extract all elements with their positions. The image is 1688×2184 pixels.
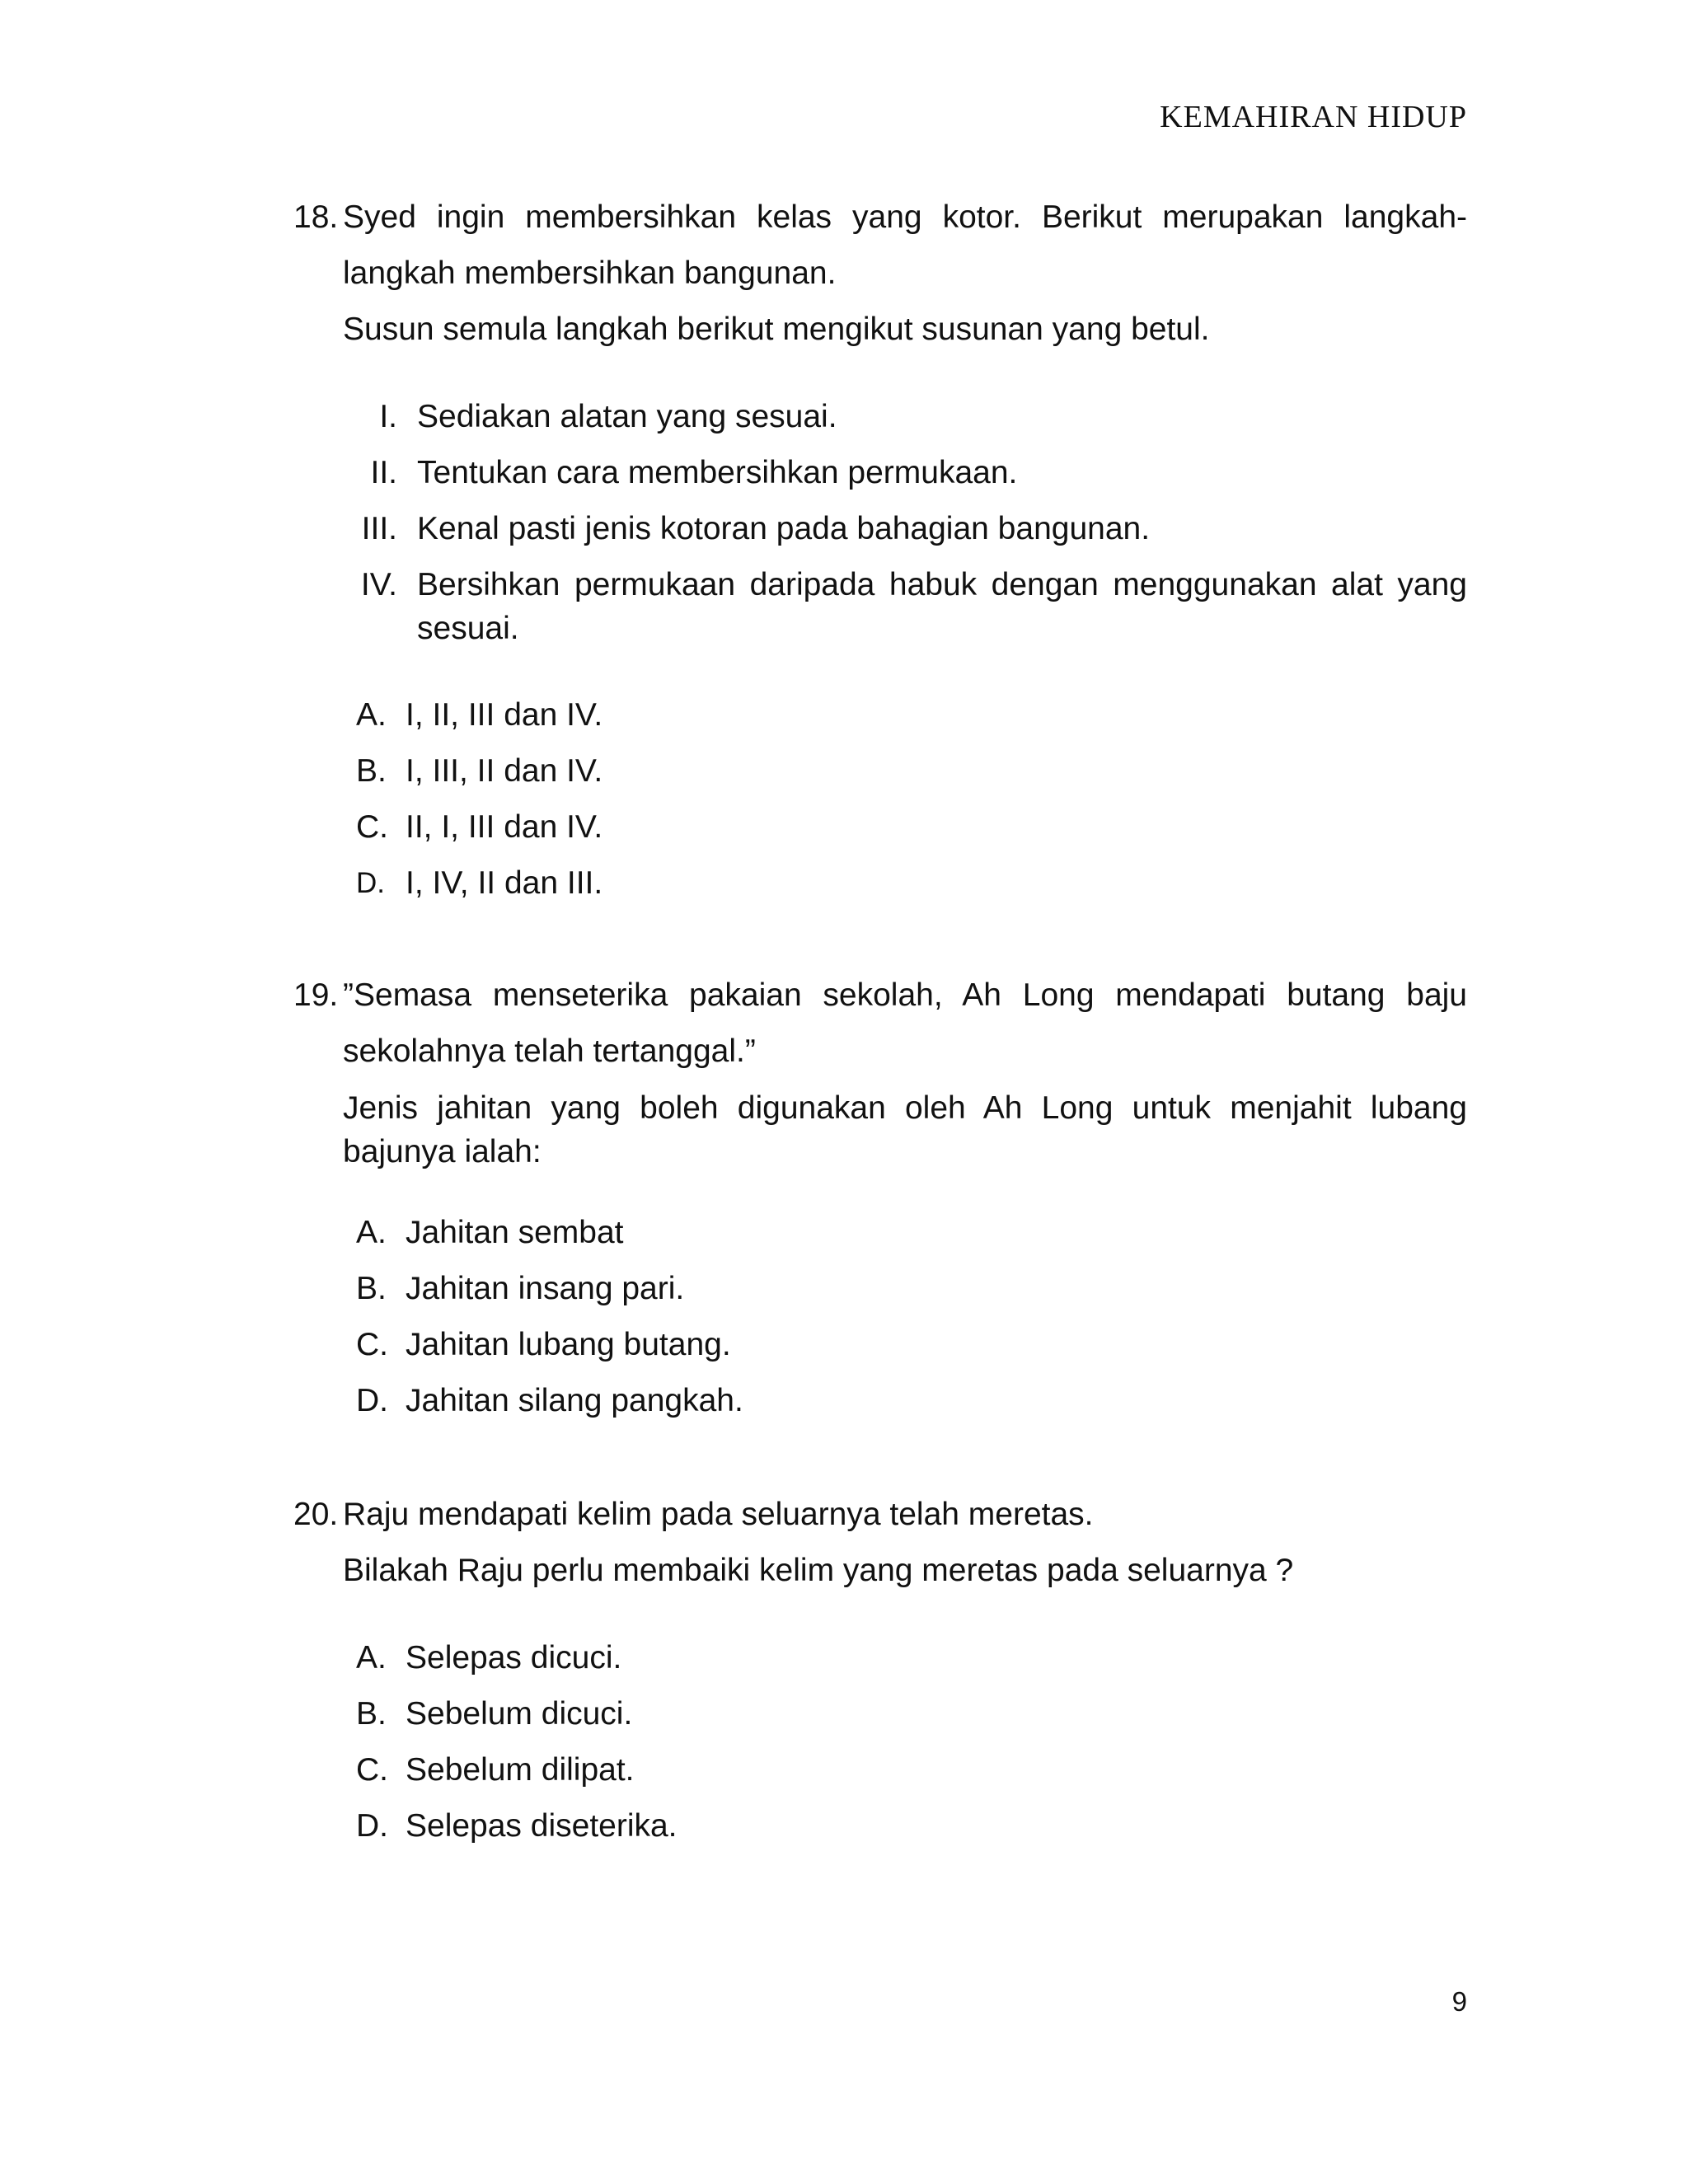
step-text: Tentukan cara membersihkan permukaan.: [417, 455, 1018, 490]
answer-option[interactable]: [343, 1205, 1467, 1261]
question-19: [293, 968, 1467, 1429]
answer-options: [343, 1630, 1467, 1854]
question-instruction: Bilakah Raju perlu membaiki kelim yang meretas pada seluarnya ?: [343, 1553, 1294, 1588]
answer-option[interactable]: [343, 743, 1467, 799]
question-number: 18.: [293, 199, 339, 235]
question-body: [343, 968, 1467, 1429]
question-stem-line-2: langkah membersihkan bangunan.: [343, 255, 837, 291]
answer-option[interactable]: [343, 1261, 1467, 1317]
answer-option[interactable]: [343, 855, 1467, 912]
step-list: [343, 389, 1467, 656]
question-stem-line-1: Syed ingin membersihkan kelas yang kotor. Berikut merupakan langkah-: [343, 199, 1467, 235]
option-text: Sebelum dilipat.: [406, 1752, 635, 1788]
step-item: [343, 557, 1467, 656]
question-number: 19.: [293, 977, 339, 1013]
option-label: C.: [356, 1752, 388, 1788]
answer-option[interactable]: [343, 1630, 1467, 1686]
option-text: Jahitan insang pari.: [406, 1271, 685, 1306]
question-body: [343, 190, 1467, 912]
answer-option[interactable]: [343, 1317, 1467, 1373]
option-label: B.: [356, 1696, 387, 1732]
answer-option[interactable]: [343, 1373, 1467, 1429]
option-text: Selepas dicuci.: [406, 1640, 622, 1675]
option-label: D.: [356, 1808, 388, 1844]
option-text: Jahitan silang pangkah.: [406, 1383, 743, 1418]
step-text: Sediakan alatan yang sesuai.: [417, 399, 837, 434]
answer-option[interactable]: [343, 687, 1467, 743]
answer-option[interactable]: [343, 1798, 1467, 1854]
answer-options: [343, 687, 1467, 912]
step-text: Bersihkan permukaan daripada habuk dengan menggunakan alat yang sesuai.: [417, 567, 1467, 646]
option-text: II, I, III dan IV.: [406, 809, 603, 845]
question-20: [293, 1487, 1467, 1854]
answer-option[interactable]: [343, 1686, 1467, 1742]
answer-options: [343, 1205, 1467, 1429]
option-text: Jahitan lubang butang.: [406, 1327, 731, 1362]
option-text: Selepas diseterika.: [406, 1808, 678, 1844]
option-text: I, III, II dan IV.: [406, 753, 603, 789]
step-label: IV.: [360, 567, 397, 602]
answer-option[interactable]: [343, 799, 1467, 855]
option-label: B.: [356, 1271, 387, 1306]
question-stem-line-1: Raju mendapati kelim pada seluarnya telah meretas.: [343, 1497, 1094, 1532]
question-number: 20.: [293, 1497, 339, 1532]
answer-option[interactable]: [343, 1742, 1467, 1798]
option-label: B.: [356, 753, 387, 789]
page-header-title: KEMAHIRAN HIDUP: [1160, 100, 1467, 134]
question-18: [293, 190, 1467, 912]
question-body: [343, 1487, 1467, 1854]
option-text: I, II, III dan IV.: [406, 697, 603, 733]
step-item: [343, 389, 1467, 445]
option-text: Sebelum dicuci.: [406, 1696, 633, 1732]
question-stem-line-1: ”Semasa menseterika pakaian sekolah, Ah Long mendapati butang baju: [343, 977, 1467, 1013]
option-label: D.: [356, 1383, 388, 1418]
step-label: II.: [370, 455, 397, 490]
step-text: Kenal pasti jenis kotoran pada bahagian bangunan.: [417, 511, 1151, 546]
step-item: [343, 445, 1467, 501]
option-label: D.: [356, 867, 385, 899]
step-label: III.: [361, 511, 397, 546]
question-instruction: Jenis jahitan yang boleh digunakan oleh Ah Long untuk menjahit lubang bajunya ialah:: [343, 1090, 1467, 1169]
option-text: I, IV, II dan III.: [406, 865, 603, 901]
option-label: A.: [356, 1640, 387, 1675]
option-text: Jahitan sembat: [406, 1215, 624, 1250]
option-label: A.: [356, 1215, 387, 1250]
step-item: [343, 501, 1467, 557]
question-stem-line-2: sekolahnya telah tertanggal.”: [343, 1033, 756, 1069]
question-instruction: Susun semula langkah berikut mengikut susunan yang betul.: [343, 312, 1210, 347]
option-label: C.: [356, 1327, 388, 1362]
option-label: A.: [356, 697, 387, 733]
option-label: C.: [356, 809, 388, 845]
page-number: 9: [1451, 1986, 1467, 2017]
step-label: I.: [379, 399, 397, 434]
